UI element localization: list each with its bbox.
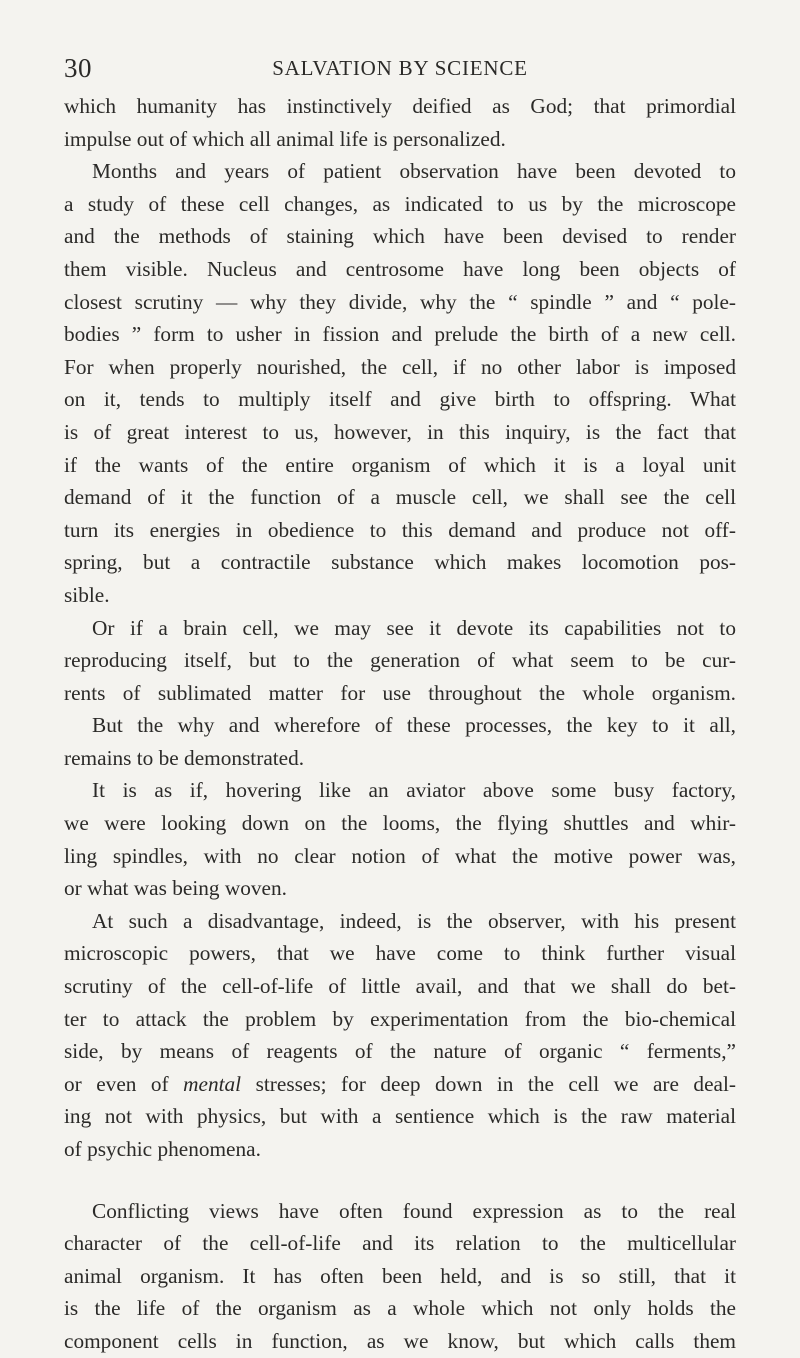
text-line: is the life of the organism as a whole which not only holds the [64, 1296, 736, 1321]
text-segment: or even of [64, 1071, 184, 1096]
text-line: remains to be demonstrated. [64, 745, 305, 770]
text-line: on it, tends to multiply itself and give birth to offspring. What [64, 387, 736, 412]
text-line: scrutiny of the cell-of-life of little avail, and that we shall do bet- [64, 974, 736, 999]
text-line: side, by means of reagents of the nature of organic “ ferments,” [64, 1039, 736, 1064]
text-line: character of the cell-of-life and its relation to the multicellular [64, 1231, 736, 1256]
text-line: of psychic phenomena. [64, 1137, 261, 1161]
text-line: which humanity has instinctively deified as God; that primordial [64, 94, 736, 118]
text-line: turn its energies in obedience to this demand and produce not off- [64, 517, 736, 542]
text-line: spring, but a contractile substance which makes locomotion pos- [64, 550, 736, 575]
text-line: animal organism. It has often been held, and is so still, that it [64, 1263, 736, 1288]
text-line: Conflicting views have often found expression as to the real [92, 1198, 736, 1223]
text-line: reproducing itself, but to the generation of what seem to be cur- [64, 648, 736, 673]
text-line: closest scrutiny — why they divide, why the “ spindle ” and “ pole- [64, 289, 736, 314]
text-line: demand of it the function of a muscle cell, we shall see the cell [64, 485, 736, 510]
text-segment: stresses; for deep down in the cell we are deal- [255, 1071, 736, 1096]
text-line: we were looking down on the looms, the flying shuttles and whir- [64, 811, 736, 836]
text-line: For when properly nourished, the cell, if no other labor is imposed [64, 354, 736, 379]
running-title: SALVATION BY SCIENCE [272, 56, 528, 80]
text-line: ter to attack the problem by experimentation from the bio-chemical [64, 1006, 736, 1031]
text-line: or what was being woven. [64, 876, 287, 901]
text-line: ling spindles, with no clear notion of what the motive power was, [64, 843, 736, 868]
paragraph-gap [64, 1166, 736, 1195]
text-line: impulse out of which all animal life is personalized. [64, 126, 506, 151]
text-line: microscopic powers, that we have come to think further visual [64, 941, 736, 966]
text-line: It is as if, hovering like an aviator above some busy factory, [92, 778, 736, 803]
text-line: if the wants of the entire organism of which it is a loyal unit [64, 452, 736, 477]
text-line: bodies ” form to usher in fission and prelude the birth of a new cell. [64, 322, 736, 347]
running-head [64, 52, 736, 84]
text-line: and the methods of staining which have been devised to render [64, 224, 736, 249]
text-line: Months and years of patient observation have been devoted to [92, 159, 736, 184]
text-line: rents of sublimated matter for use throughout the whole organism. [64, 680, 736, 705]
text-line: them visible. Nucleus and centrosome have long been objects of [64, 256, 736, 281]
emphasis-text: mental [183, 1071, 242, 1096]
text-line-with-emphasis [64, 1068, 736, 1101]
text-line: ing not with physics, but with a sentience which is the raw material [64, 1104, 736, 1129]
body-text [64, 90, 736, 1358]
text-line: At such a disadvantage, indeed, is the observer, with his present [92, 908, 736, 933]
text-line: Or if a brain cell, we may see it devote its capabilities not to [92, 615, 736, 640]
text-line: component cells in function, as we know, but which calls them [64, 1328, 736, 1353]
text-line: sible. [64, 582, 110, 607]
text-line: But the why and wherefore of these processes, the key to it all, [92, 713, 736, 738]
text-line: is of great interest to us, however, in this inquiry, is the fact that [64, 419, 736, 444]
text-line: a study of these cell changes, as indicated to us by the microscope [64, 191, 736, 216]
page-number: 30 [64, 53, 92, 83]
